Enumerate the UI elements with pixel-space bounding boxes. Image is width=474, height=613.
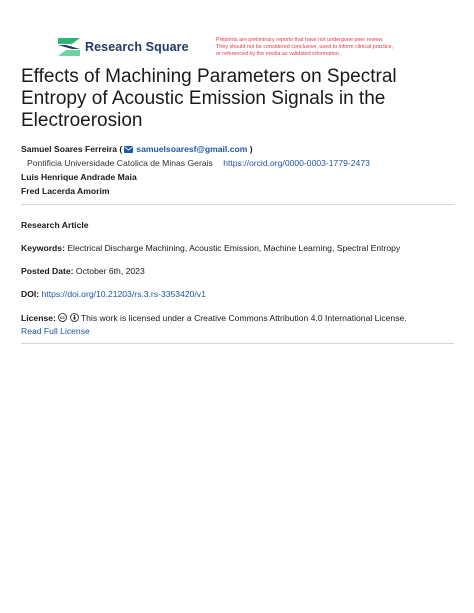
doi-link[interactable]: https://doi.org/10.21203/rs.3.rs-3353420/v1 (41, 289, 206, 299)
keywords-value: Electrical Discharge Machining, Acoustic Emission, Machine Learning, Spectral Entropy (67, 243, 401, 253)
disclaimer-line: or referenced by the media as validated information. (216, 51, 341, 57)
disclaimer-line: Preprints are preliminary reports that have not undergone peer review. (216, 37, 384, 43)
author-email-link[interactable]: samuelsoaresf@gmail.com (136, 144, 248, 154)
license-row (21, 312, 461, 324)
author-row (21, 184, 461, 198)
title-line: Electroerosion (21, 110, 143, 131)
orcid-link[interactable]: https://orcid.org/0000-0003-1779-2473 (223, 158, 370, 168)
author-name: Luís Henrique Andrade Maia (21, 172, 137, 182)
attribution-icon (70, 313, 79, 322)
keywords-label: Keywords: (21, 243, 65, 253)
research-square-logo-icon (58, 38, 80, 56)
author-row (21, 170, 461, 184)
doi-row (21, 288, 461, 300)
posted-date-row (21, 265, 461, 277)
author-affiliation (21, 156, 461, 170)
doi-label: DOI: (21, 289, 40, 299)
license-text: This work is licensed under a Creative Commons Attribution 4.0 International License. (80, 313, 407, 323)
read-license-row (21, 325, 461, 337)
posted-date-value: October 6th, 2023 (75, 266, 145, 276)
preprint-disclaimer (216, 37, 456, 58)
author-name: Samuel Soares Ferreira (21, 144, 118, 154)
creative-commons-icon (58, 313, 67, 322)
svg-text:cc: cc (60, 315, 66, 321)
disclaimer-line: They should not be considered conclusive, used to inform clinical practice, (216, 44, 394, 50)
page-header (0, 0, 474, 62)
research-square-logo[interactable] (58, 38, 189, 56)
envelope-icon (124, 146, 133, 153)
license-label: License: (21, 313, 56, 323)
affiliation-name: Pontificia Universidade Catolica de Minas Gerais (27, 158, 213, 168)
brand-name: Research Square (85, 40, 189, 54)
article-type: Research Article (21, 220, 89, 230)
author-row: Samuel Soares Ferreira ( samuelsoaresf@gmail.com ) (21, 144, 253, 154)
title-line: Effects of Machining Parameters on Spectral (21, 66, 397, 87)
author-list (21, 142, 461, 198)
posted-date-label: Posted Date: (21, 266, 74, 276)
section-divider (21, 204, 454, 205)
author-name: Fred Lacerda Amorim (21, 186, 110, 196)
read-full-license-link[interactable]: Read Full License (21, 326, 90, 336)
title-line: Entropy of Acoustic Emission Signals in the (21, 88, 386, 109)
section-divider (21, 343, 454, 344)
keywords-row (21, 242, 461, 254)
paper-title (21, 66, 461, 132)
